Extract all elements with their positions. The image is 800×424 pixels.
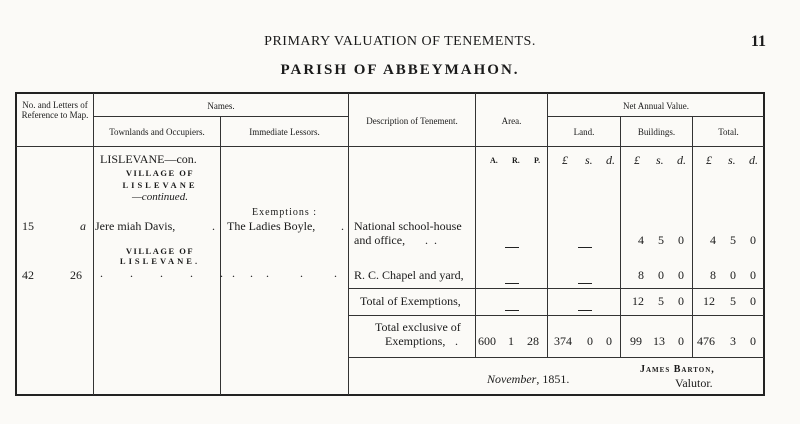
total-shillings: 5 bbox=[730, 233, 736, 247]
parish-heading: PARISH OF ABBEYMAHON. bbox=[280, 62, 520, 78]
unit-shillings: s. bbox=[728, 153, 736, 167]
header-buildings: Buildings. bbox=[637, 127, 676, 137]
area-dash bbox=[505, 301, 519, 319]
area-roods: 1 bbox=[508, 334, 514, 348]
unit-pounds: £ bbox=[706, 153, 712, 167]
valuator-title: Valutor. bbox=[675, 376, 713, 390]
townland-heading: LISLEVANE—con. bbox=[100, 152, 197, 166]
land-dash bbox=[578, 301, 592, 319]
land-dash bbox=[578, 238, 592, 256]
unit-pounds: £ bbox=[634, 153, 640, 167]
ref-number: 42 bbox=[22, 268, 34, 282]
valuation-year: , 1851. bbox=[536, 372, 570, 386]
total-pence: 0 bbox=[750, 334, 756, 348]
unit-acres: A. bbox=[490, 156, 498, 165]
buildings-shillings: 13 bbox=[653, 334, 665, 348]
buildings-shillings: 5 bbox=[658, 233, 664, 247]
total-shillings: 5 bbox=[730, 294, 736, 308]
area-acres: 600 bbox=[478, 334, 496, 348]
total-exclusive-label: Exemptions, bbox=[385, 334, 446, 348]
buildings-shillings: 0 bbox=[658, 268, 664, 282]
buildings-pence: 0 bbox=[678, 268, 684, 282]
occupier: . . . . . . bbox=[100, 266, 265, 280]
ref-letter: a bbox=[80, 219, 86, 233]
unit-pence: d. bbox=[677, 153, 686, 167]
total-pence: 0 bbox=[750, 268, 756, 282]
area-perches: 28 bbox=[527, 334, 539, 348]
area-dash bbox=[505, 238, 519, 256]
unit-pence: d. bbox=[606, 153, 615, 167]
buildings-pounds: 8 bbox=[638, 268, 644, 282]
page-number: 11 bbox=[750, 33, 766, 50]
area-dash bbox=[505, 274, 519, 292]
village-heading: LISLEVANE. bbox=[119, 256, 201, 266]
village-heading: VILLAGE OF bbox=[125, 246, 195, 256]
total-exemptions-label: Total of Exemptions, bbox=[360, 294, 461, 308]
ref-letter: 26 bbox=[70, 268, 82, 282]
buildings-pounds: 4 bbox=[638, 233, 644, 247]
buildings-pence: 0 bbox=[678, 233, 684, 247]
buildings-pounds: 99 bbox=[630, 334, 642, 348]
leader-dots: . . bbox=[425, 233, 437, 247]
row-rule bbox=[348, 357, 764, 358]
total-shillings: 0 bbox=[730, 268, 736, 282]
total-shillings: 3 bbox=[730, 334, 736, 348]
buildings-shillings: 5 bbox=[658, 294, 664, 308]
header-ref: No. and Letters of Reference to Map. bbox=[21, 100, 89, 120]
unit-perches: P. bbox=[534, 156, 541, 165]
col-rule bbox=[93, 93, 94, 395]
exemptions-label: Exemptions : bbox=[251, 207, 318, 218]
description: and office, bbox=[354, 233, 406, 247]
total-exclusive-label: Total exclusive of bbox=[375, 320, 461, 334]
buildings-pounds: 12 bbox=[632, 294, 644, 308]
village-heading: LISLEVANE bbox=[122, 180, 198, 190]
row-rule bbox=[16, 146, 764, 147]
header-net-annual-value: Net Annual Value. bbox=[622, 101, 690, 111]
total-pounds: 4 bbox=[710, 233, 716, 247]
row-rule bbox=[348, 288, 764, 289]
unit-pounds: £ bbox=[562, 153, 568, 167]
total-pence: 0 bbox=[750, 233, 756, 247]
village-heading: VILLAGE OF bbox=[125, 168, 195, 178]
leader-dot: . bbox=[212, 219, 215, 233]
col-rule bbox=[348, 93, 349, 395]
col-rule bbox=[220, 116, 221, 395]
unit-shillings: s. bbox=[585, 153, 593, 167]
valuation-date bbox=[487, 372, 569, 387]
land-dash bbox=[578, 274, 592, 292]
buildings-pence: 0 bbox=[678, 334, 684, 348]
page-title: PRIMARY VALUATION OF TENEMENTS. bbox=[264, 34, 536, 49]
leader-dot: . bbox=[455, 334, 458, 348]
description: R. C. Chapel and yard, bbox=[354, 268, 464, 282]
total-pounds: 8 bbox=[710, 268, 716, 282]
col-rule bbox=[692, 116, 693, 357]
header-land: Land. bbox=[573, 127, 595, 137]
row-rule bbox=[93, 116, 348, 117]
buildings-pence: 0 bbox=[678, 294, 684, 308]
valuator-name: James Barton, bbox=[640, 364, 715, 375]
row-rule bbox=[348, 315, 764, 316]
unit-roods: R. bbox=[512, 156, 520, 165]
ref-number: 15 bbox=[22, 219, 34, 233]
header-description: Description of Tenement. bbox=[366, 116, 458, 126]
header-area: Area. bbox=[501, 116, 522, 126]
village-continued: —continued. bbox=[132, 191, 188, 203]
header-total: Total. bbox=[718, 127, 739, 137]
col-rule bbox=[475, 93, 476, 357]
valuation-month: November bbox=[487, 372, 537, 386]
header-lessors: Immediate Lessors. bbox=[249, 127, 320, 137]
land-pounds: 374 bbox=[554, 334, 572, 348]
occupier: Jere miah Davis, bbox=[95, 219, 176, 233]
unit-pence: d. bbox=[749, 153, 758, 167]
leader-dot: . bbox=[341, 219, 344, 233]
lessor: The Ladies Boyle, bbox=[227, 219, 316, 233]
header-townlands: Townlands and Occupiers. bbox=[109, 127, 205, 137]
unit-shillings: s. bbox=[656, 153, 664, 167]
total-pounds: 476 bbox=[697, 334, 715, 348]
total-pounds: 12 bbox=[703, 294, 715, 308]
land-shillings: 0 bbox=[587, 334, 593, 348]
row-rule bbox=[547, 116, 764, 117]
col-rule bbox=[620, 116, 621, 357]
total-pence: 0 bbox=[750, 294, 756, 308]
lessor: . . . . . bbox=[232, 266, 385, 280]
land-pence: 0 bbox=[606, 334, 612, 348]
header-names: Names. bbox=[207, 101, 235, 111]
description: National school-house bbox=[354, 219, 462, 233]
